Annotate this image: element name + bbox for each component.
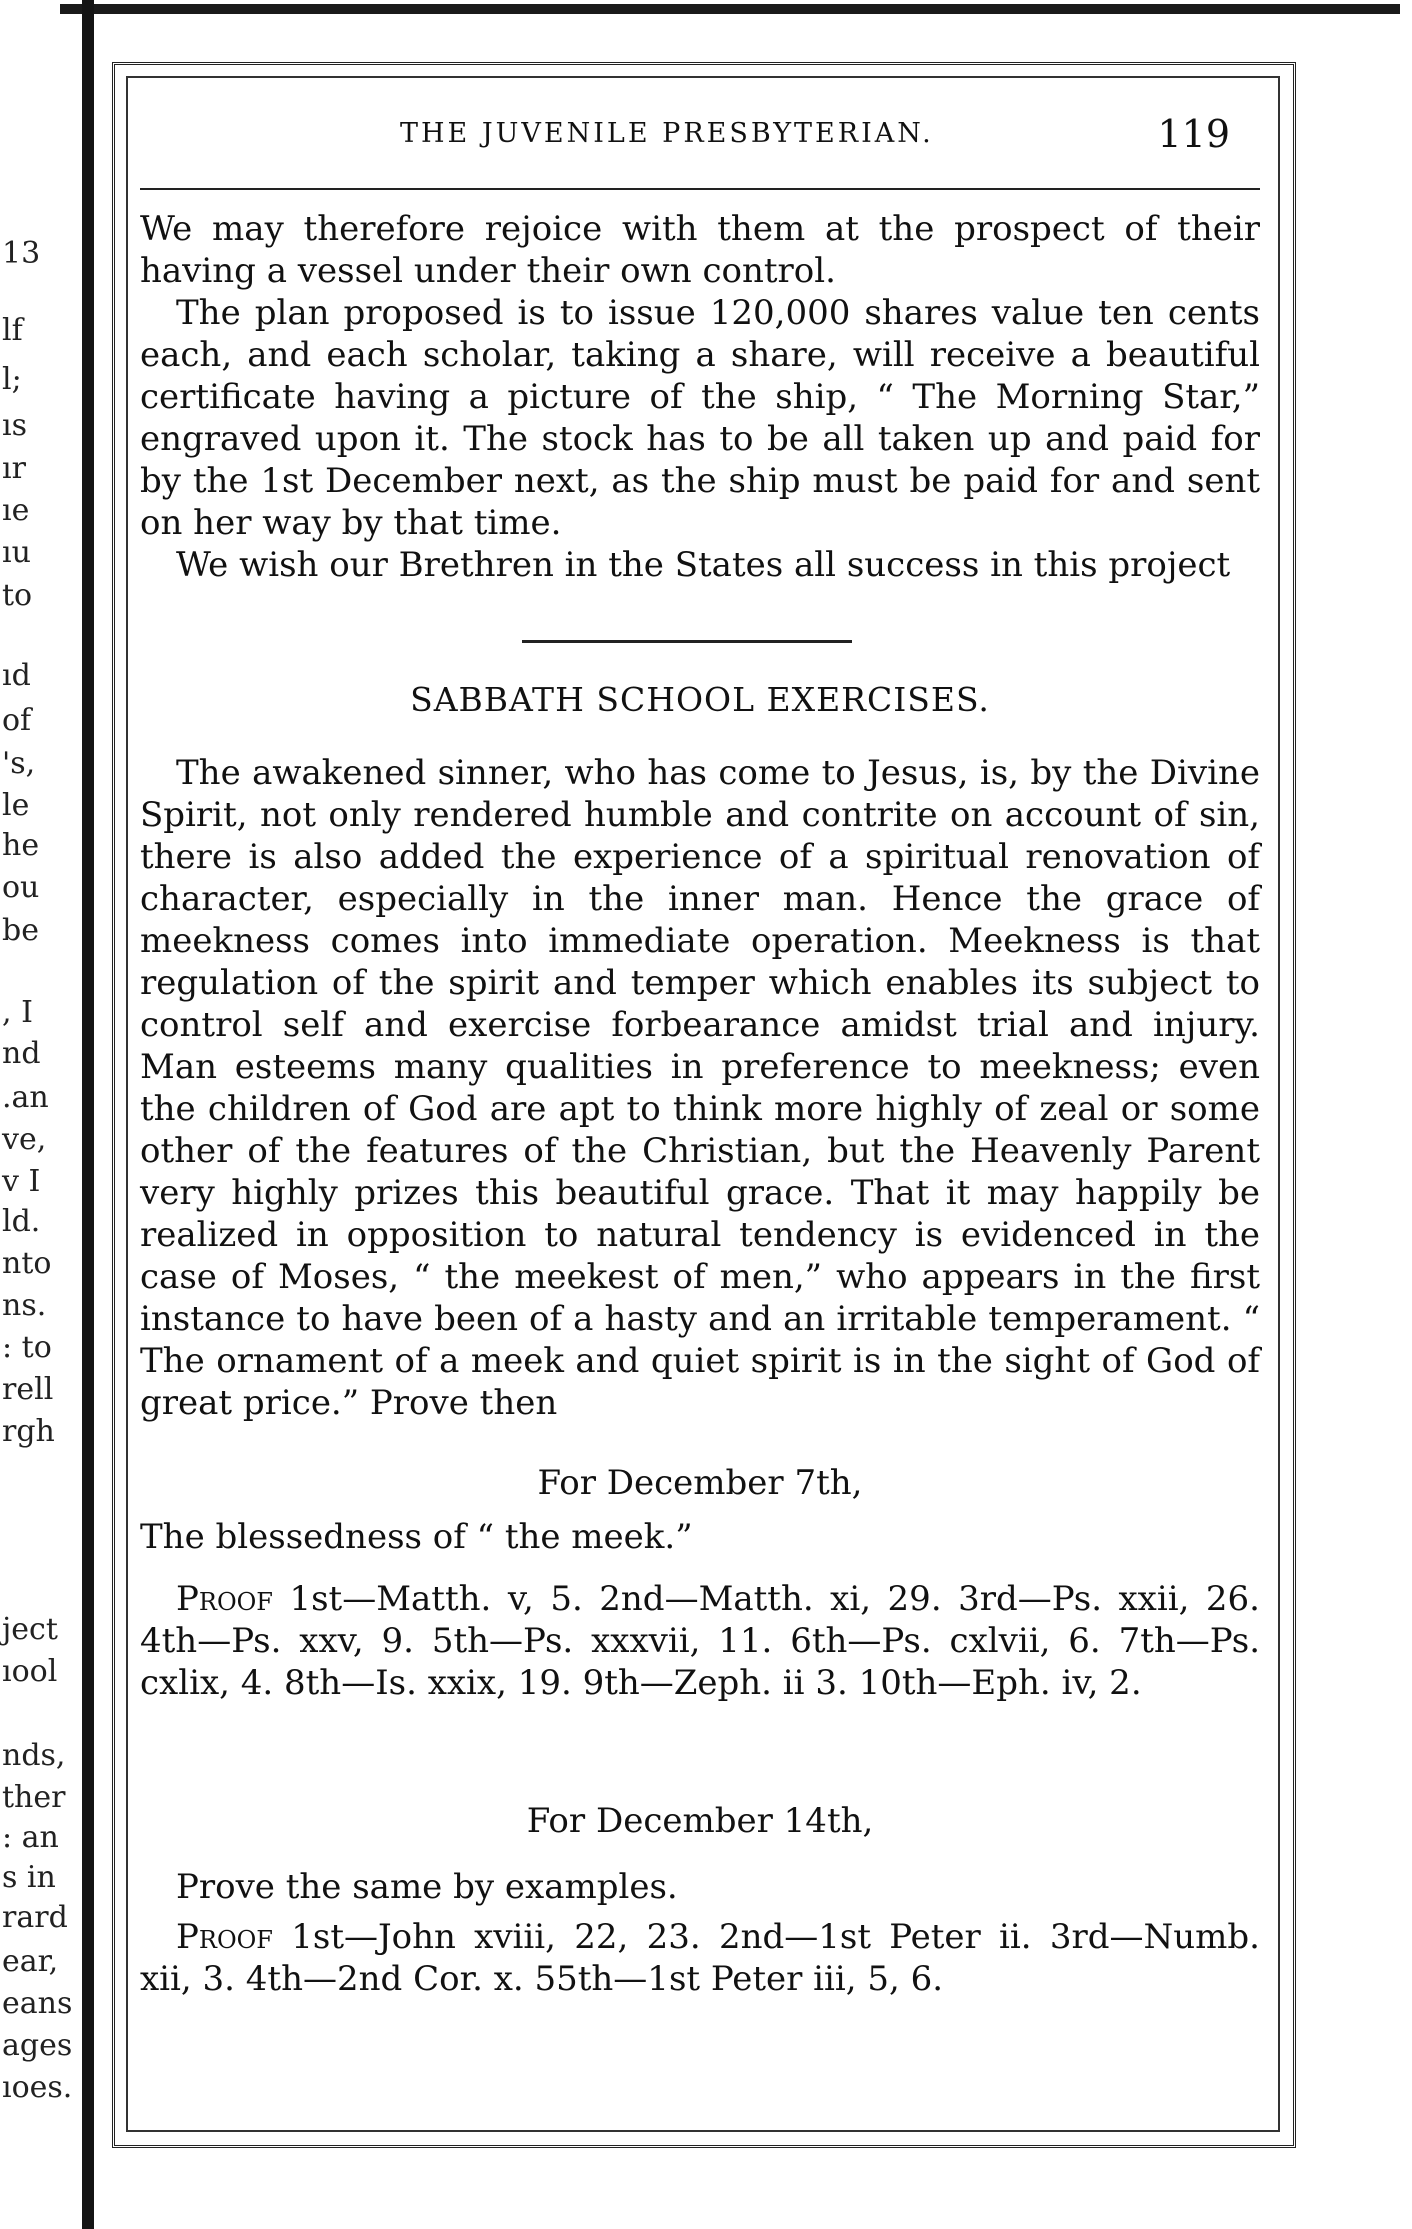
bleed-fragment: , I — [2, 995, 33, 1030]
bleed-fragment: ve, — [2, 1122, 47, 1157]
section-body — [140, 752, 1260, 1424]
bleed-fragment: s in — [2, 1860, 56, 1895]
book-spine-shadow — [82, 0, 94, 2229]
proof-dec-14 — [140, 1916, 1260, 2000]
section-divider — [522, 640, 852, 643]
bleed-fragment: l; — [2, 362, 22, 397]
december-7-block — [140, 1462, 1260, 1704]
bleed-fragment: be — [2, 913, 39, 948]
section-title: SABBATH SCHOOL EXERCISES. — [410, 680, 990, 719]
paragraph: We may therefore rejoice with them at the prospect of their having a vessel under their own control. — [140, 209, 1260, 291]
bleed-fragment: to — [2, 578, 33, 613]
proof-references: 1st—John xviii, 22, 23. 2nd—1st Peter ii. 3rd—Numb. xii, 3. 4th—2nd Cor. x. 55th—1st Peter iii, 5, 6. — [140, 1917, 1260, 1999]
bleed-fragment: nds, — [2, 1738, 66, 1773]
bleed-fragment: ır — [2, 451, 26, 486]
article-continuation — [140, 208, 1260, 586]
bleed-fragment: le — [2, 788, 30, 823]
bleed-fragment: nto — [2, 1246, 52, 1281]
bleed-fragment: ear, — [2, 1944, 59, 1979]
bleed-fragment: ther — [2, 1780, 66, 1815]
paragraph: We wish our Brethren in the States all success in this project — [176, 545, 1231, 585]
paragraph: The awakened sinner, who has come to Jesus, is, by the Divine Spirit, not only rendered humble and contrite on account of sin, there is also added the experience of a spiritual renovation of character, especially in the inner man. Hence the grace of meekness comes into immediate operation. Meekness is that regulation of the spirit and temper which enables its subject to control self and exercise forbearance amidst trial and injury. Man esteems many qualities in preference to meekness; even the children of God are apt to think more highly of zeal or some other of the features of the Christian, but the Heavenly Parent very highly prizes this beautiful grace. That it may happily be realized in opposition to natural tendency is evidenced in the case of Moses, “ the meekest of men,” who appears in the first instance to have been of a hasty and an irritable temperament. “ The ornament of a meek and quiet spirit is in the sight of God of great price.” Prove then — [140, 753, 1260, 1423]
proof-references: 1st—Matth. v, 5. 2nd—Matth. xi, 29. 3rd—Ps. xxii, 26. 4th—Ps. xxv, 9. 5th—Ps. xxxvii, 11. 6th—Ps. cxlvii, 6. 7th—Ps. cxlix, 4. 8th—Is. xxix, 19. 9th—Zeph. ii 3. 10th—Eph. iv, 2. — [140, 1579, 1260, 1703]
bleed-fragment: eans — [2, 1986, 73, 2021]
subheading-dec-14: For December 14th, — [526, 1801, 874, 1841]
december-14-block — [140, 1800, 1260, 2000]
proof-label: Proof — [176, 1579, 273, 1619]
topic-dec-14: Prove the same by examples. — [176, 1867, 678, 1907]
page-number: 119 — [1157, 112, 1230, 156]
header-rule — [140, 188, 1260, 190]
bleed-fragment: ld. — [2, 1204, 41, 1239]
bleed-fragment: ject — [2, 1612, 58, 1647]
bleed-fragment: ıool — [2, 1654, 58, 1689]
subheading-dec-7: For December 7th, — [537, 1463, 863, 1503]
bleed-fragment: ns. — [2, 1288, 47, 1323]
bleed-fragment: ıd — [2, 658, 31, 693]
bleed-fragment: : to — [2, 1330, 52, 1365]
paragraph: The plan proposed is to issue 120,000 shares value ten cents each, and each scholar, taking a share, will receive a beautiful certificate having a picture of the ship, “ The Morning Star,” engraved upon it. The stock has to be all taken up and paid for by the 1st December next, as the ship must be paid for and sent on her way by that time. — [140, 293, 1260, 543]
bleed-fragment: .an — [2, 1080, 49, 1115]
bleed-fragment: : an — [2, 1820, 59, 1855]
bleed-fragment: 13 — [2, 236, 41, 271]
proof-label: Proof — [176, 1917, 273, 1957]
bleed-fragment: ıu — [2, 535, 31, 570]
bleed-fragment: nd — [2, 1036, 41, 1071]
bleed-fragment: rell — [2, 1372, 54, 1407]
bleed-fragment: 's, — [2, 746, 36, 781]
bleed-fragment: ages — [2, 2028, 73, 2063]
bleed-fragment: rgh — [2, 1414, 55, 1449]
bleed-fragment: of — [2, 703, 32, 738]
bleed-fragment: ou — [2, 870, 40, 905]
bleed-fragment: v I — [2, 1164, 41, 1199]
page-header — [140, 112, 1260, 162]
running-head: THE JUVENILE PRESBYTERIAN. — [400, 118, 934, 149]
topic-dec-7: The blessedness of “ the meek.” — [140, 1517, 693, 1557]
bleed-fragment: he — [2, 828, 40, 863]
bleed-fragment: ıe — [2, 493, 30, 528]
facing-page-bleed — [0, 0, 80, 2229]
proof-dec-7 — [140, 1578, 1260, 1704]
bleed-fragment: ıs — [2, 408, 27, 443]
bleed-fragment: ıoes. — [2, 2070, 73, 2105]
bleed-fragment: lf — [2, 313, 23, 348]
bleed-fragment: rard — [2, 1900, 68, 1935]
scan-top-bar — [60, 4, 1400, 14]
